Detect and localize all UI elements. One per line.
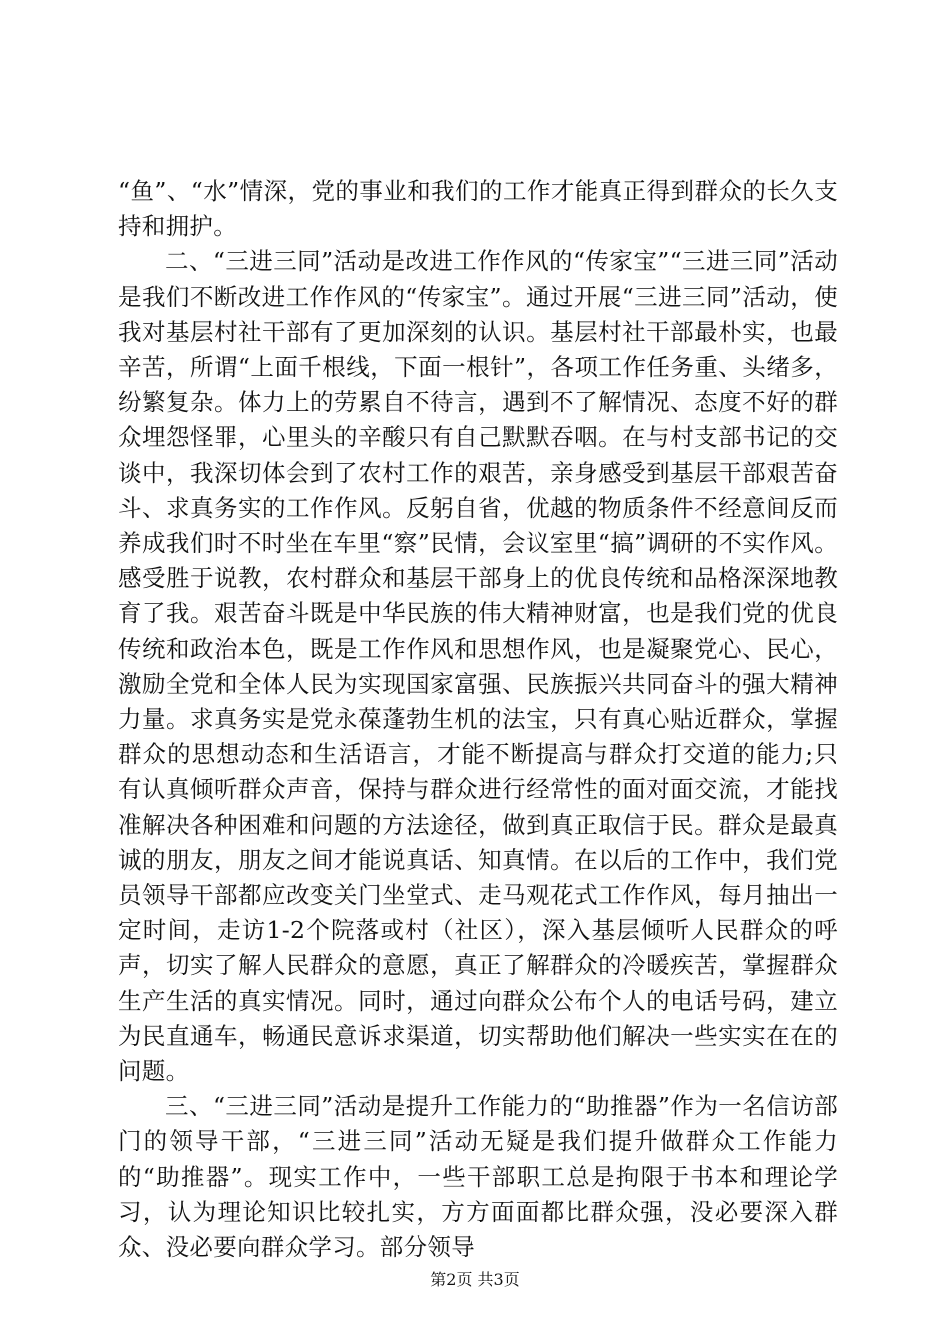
paragraph-section-two: 二、“三进三同”活动是改进工作作风的“传家宝”“三进三同”活动是我们不断改进工作作风的“传家宝”。通过开展“三进三同”活动，使我对基层村社干部有了更加深刻的认识。基层村社干部最朴实，也最辛苦，所谓“上面千根线，下面一根针”，各项工作任务重、头绪多，纷繁复杂。体力上的劳累自不待言，遇到不了解情况、态度不好的群众埋怨怪罪，心里头的辛酸只有自己默默吞咽。在与村支部书记的交谈中，我深切体会到了农村工作的艰苦，亲身感受到基层干部艰苦奋斗、求真务实的工作作风。反躬自省，优越的物质条件不经意间反而养成我们时不时坐在车里“察”民情，会议室里“搞”调研的不实作风。感受胜于说教，农村群众和基层干部身上的优良传统和品格深深地教育了我。艰苦奋斗既是中华民族的伟大精神财富，也是我们党的优良传统和政治本色，既是工作作风和思想作风，也是凝聚党心、民心，激励全党和全体人民为实现国家富强、民族振兴共同奋斗的强大精神力量。求真务实是党永葆蓬勃生机的法宝，只有真心贴近群众，掌握群众的思想动态和生活语言，才能不断提高与群众打交道的能力;只有认真倾听群众声音，保持与群众进行经常性的面对面交流，才能找准解决各种困难和问题的方法途径，做到真正取信于民。群众是最真诚的朋友，朋友之间才能说真话、知真情。在以后的工作中，我们党员领导干部都应改变关门坐堂式、走马观花式工作作风，每月抽出一定时间，走访1-2个院落或村（社区），深入基层倾听人民群众的呼声，切实了解人民群众的意愿，真正了解群众的冷暖疾苦，掌握群众生产生活的真实情况。同时，通过向群众公布个人的电话号码，建立为民直通车，畅通民意诉求渠道，切实帮助他们解决一些实实在在的问题。 [118,247,838,1086]
page-number-label: 第2页 共3页 [430,1270,520,1289]
paragraph-continuation: “鱼”、“水”情深，党的事业和我们的工作才能真正得到群众的长久支持和拥护。 [118,177,838,241]
page-footer [0,1270,950,1290]
document-body [118,174,838,1265]
paragraph-section-three: 三、“三进三同”活动是提升工作能力的“助推器”作为一名信访部门的领导干部，“三进三同”活动无疑是我们提升做群众工作能力的“助推器”。现实工作中，一些干部职工总是拘限于书本和理论学习，认为理论知识比较扎实，方方面面都比群众强，没必要深入群众、没必要向群众学习。部分领导 [118,1092,838,1262]
